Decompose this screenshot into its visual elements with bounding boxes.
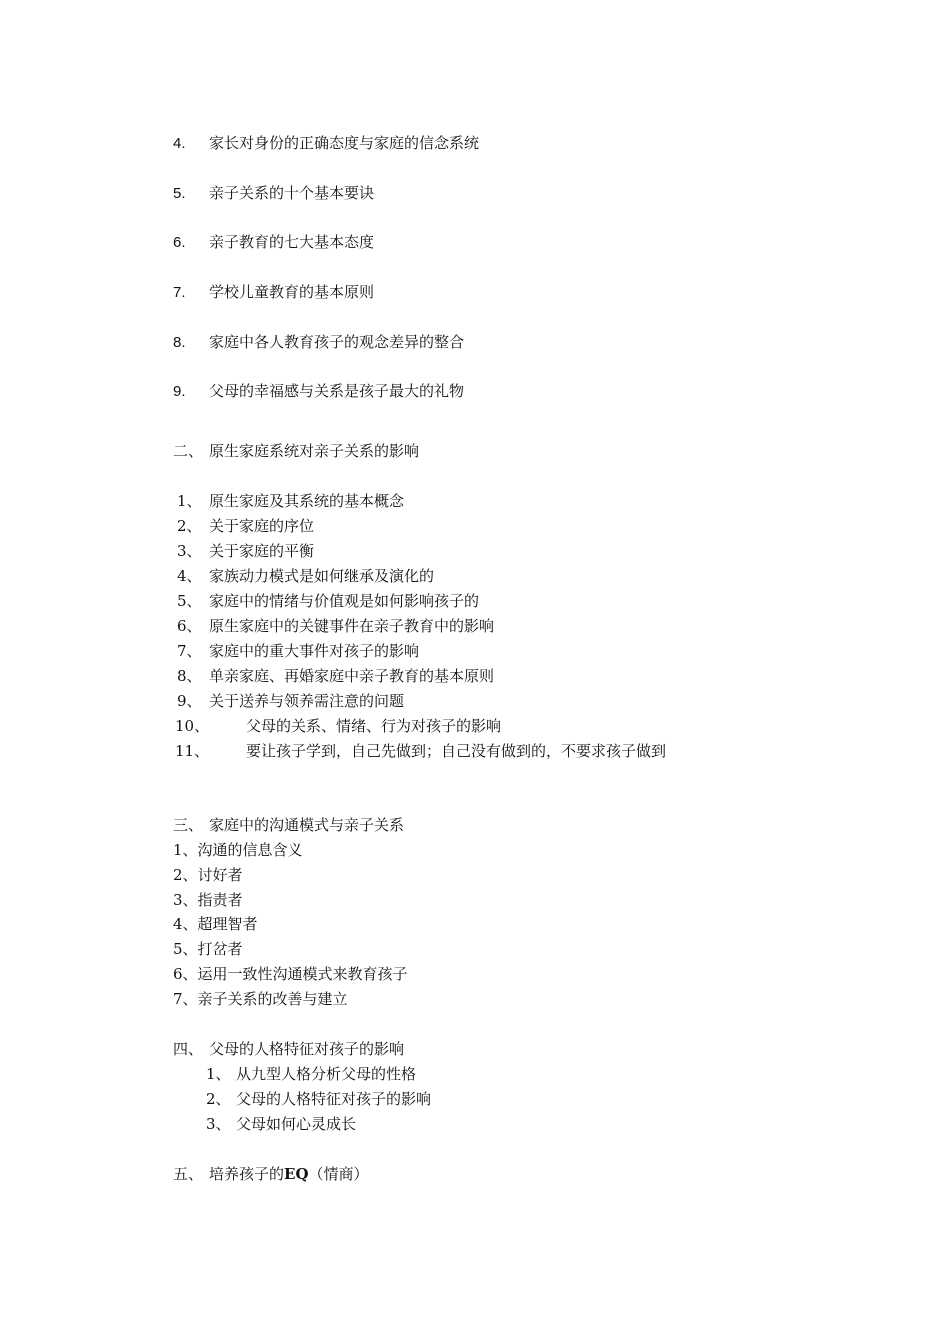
list-item: 3、 父母如何心灵成长	[206, 1115, 357, 1133]
list-item: 6、 原生家庭中的关键事件在亲子教育中的影响	[177, 617, 495, 635]
list-item: 8. 家庭中各人教育孩子的观念差异的整合	[173, 333, 465, 351]
section-heading: 三、 家庭中的沟通模式与亲子关系	[173, 816, 405, 834]
list-item: 5、 家庭中的情绪与价值观是如何影响孩子的	[177, 592, 480, 610]
list-item: 2、 父母的人格特征对孩子的影响	[206, 1090, 432, 1108]
section-heading: 四、 父母的人格特征对孩子的影响	[173, 1040, 405, 1058]
section-heading: 二、 原生家庭系统对亲子关系的影响	[173, 442, 420, 460]
list-item: 8、 单亲家庭、再婚家庭中亲子教育的基本原则	[177, 667, 495, 685]
list-item: 10、 父母的关系、情绪、行为对孩子的影响	[175, 717, 502, 735]
list-item: 4、 家族动力模式是如何继承及演化的	[177, 567, 435, 585]
list-item: 7、 家庭中的重大事件对孩子的影响	[177, 642, 420, 660]
list-item: 7、亲子关系的改善与建立	[173, 990, 348, 1008]
list-item: 7. 学校儿童教育的基本原则	[173, 283, 375, 301]
list-item: 1、 原生家庭及其系统的基本概念	[177, 492, 405, 510]
list-item: 11、 要让孩子学到，自己先做到；自己没有做到的，不要求孩子做到	[175, 742, 667, 760]
list-item: 5、打岔者	[173, 940, 243, 958]
list-item: 4. 家长对身份的正确态度与家庭的信念系统	[173, 134, 480, 152]
section-heading: 五、 培养孩子的EQ（情商）	[173, 1165, 369, 1183]
list-item: 1、 从九型人格分析父母的性格	[206, 1065, 417, 1083]
list-item: 1、沟通的信息含义	[173, 841, 303, 859]
list-item: 6、运用一致性沟通模式来教育孩子	[173, 965, 408, 983]
list-item: 6. 亲子教育的七大基本态度	[173, 233, 375, 251]
list-item: 9、 关于送养与领养需注意的问题	[177, 692, 405, 710]
list-item: 3、指责者	[173, 891, 243, 909]
list-item: 2、讨好者	[173, 866, 243, 884]
list-item: 5. 亲子关系的十个基本要诀	[173, 184, 375, 202]
list-item: 2、 关于家庭的序位	[177, 517, 315, 535]
list-item: 4、超理智者	[173, 915, 258, 933]
list-item: 9. 父母的幸福感与关系是孩子最大的礼物	[173, 382, 465, 400]
list-item: 3、 关于家庭的平衡	[177, 542, 315, 560]
